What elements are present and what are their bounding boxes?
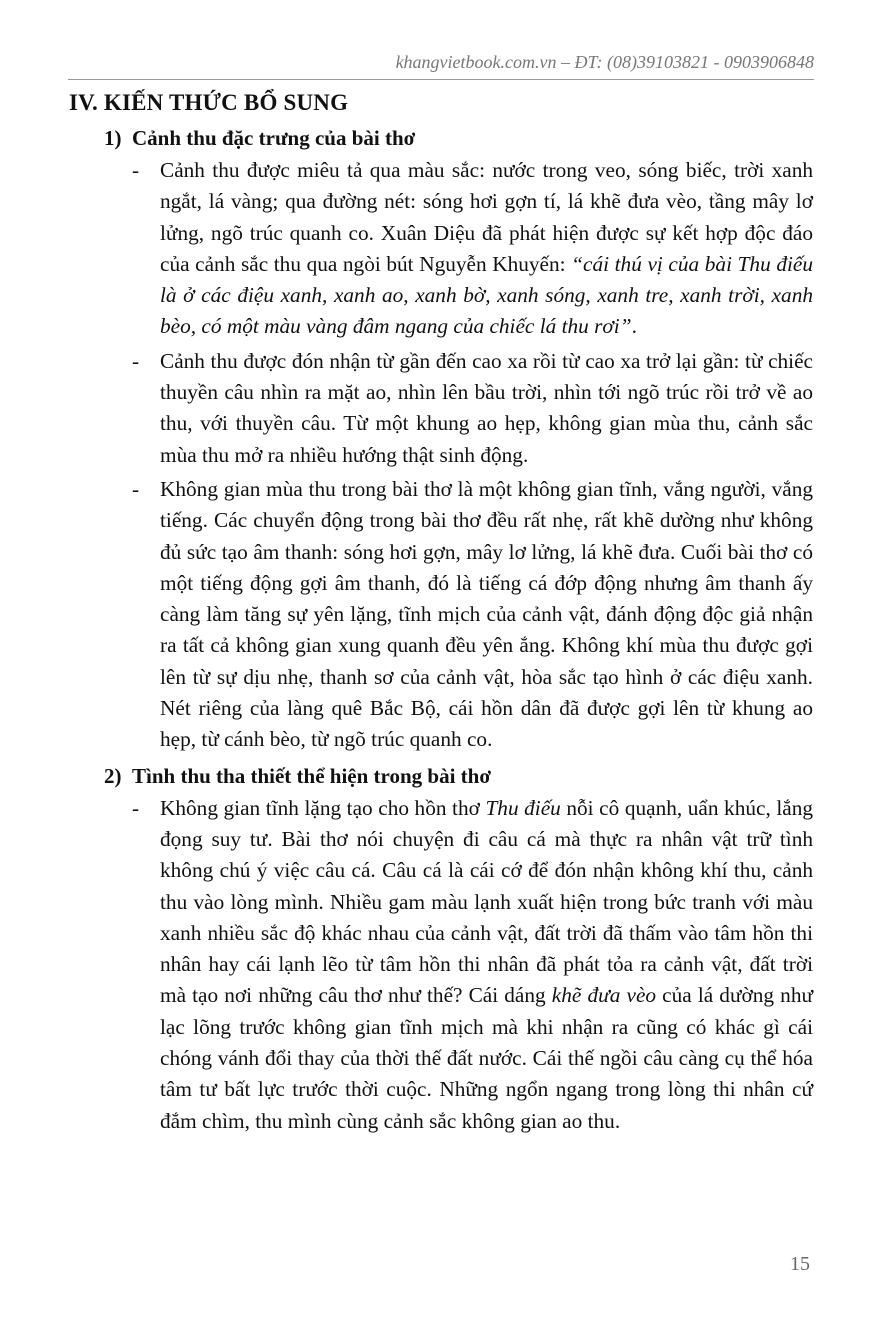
text-segment: Cảnh thu được đón nhận từ gần đến cao xa rồi từ cao xa trở lại gần: từ chiếc thuyền câu nhìn ra mặt ao, nhìn lên bầu trời, nhìn tới ngõ trúc rồi trở về ao thu, với thuyền câu. Từ một khung ao hẹp, không gian mùa thu, cảnh sắc mùa thu mở ra nhiều hướng thật sinh động. <box>160 348 813 467</box>
bullet-paragraph <box>132 346 813 471</box>
subsection-title: Tình thu tha thiết thể hiện trong bài thơ <box>132 763 491 788</box>
text-segment: của lá dường như lạc lõng trước không gian tĩnh mịch mà khi nhận ra cũng có khác gì cái chóng vánh đổi thay của thời thế đất nước. Cái thế ngồi câu càng cụ thể hóa tâm tư bất lực trước thời cuộc. Những ngổn ngang trong lòng thi nhân cứ đắm chìm, thu mình cùng cảnh sắc không gian ao thu. <box>160 983 814 1133</box>
bullet-dash: - <box>132 158 140 182</box>
subsection-heading-1 <box>104 122 886 155</box>
title-italic: Thu điếu <box>485 795 561 820</box>
bullet-paragraph <box>132 793 814 1137</box>
phrase-italic: khẽ đưa vèo <box>551 983 657 1008</box>
bullet-paragraph <box>132 474 813 756</box>
section-title: IV. KIẾN THỨC BỔ SUNG <box>69 90 349 115</box>
text-segment: Cảnh thu được miêu tả qua màu sắc: nước trong veo, sóng biếc, trời xanh ngắt, lá vàng; qua đường nét: sóng hơi gợn tí, lá khẽ đưa vèo, tầng mây lơ lửng, ngõ trúc quanh co. Xuân Diệu đã phát hiện được sự kết hợp độc đáo của cảnh sắc thu qua ngòi bút Nguyễn Khuyến: <box>160 158 813 276</box>
bullet-dash: - <box>132 348 140 373</box>
page-number: 15 <box>790 1253 810 1275</box>
bullet-paragraph <box>132 155 813 343</box>
bullet-dash: - <box>132 795 140 820</box>
text-segment: Không gian tĩnh lặng tạo cho hồn thơ <box>160 795 486 820</box>
page-content <box>0 122 886 1140</box>
quote-italic: “cái thú vị của bài Thu điếu là ở các điệu xanh, xanh ao, xanh bờ, xanh sóng, xanh tre, xanh trời, xanh bèo, có một màu vàng đâm ngang của chiếc lá thu rơi” <box>160 251 813 339</box>
subsection-title: Cảnh thu đặc trưng của bài thơ <box>132 126 416 150</box>
subsection-heading-2 <box>104 760 886 793</box>
subsection-number: 1) <box>104 126 122 150</box>
text-segment: Không gian mùa thu trong bài thơ là một không gian tĩnh, vắng người, vắng tiếng. Các chuyển động trong bài thơ đều rất nhẹ, rất khẽ dường như không đủ sức tạo âm thanh: sóng hơi gợn, mây lơ lửng, lá khẽ đưa. Cuối bài thơ có một tiếng động gợi âm thanh, đó là tiếng cá đớp động nhưng âm thanh ấy càng làm tăng sự yên lặng, tĩnh mịch của cảnh vật, đánh động độc giả nhận ra tất cả không gian xung quanh đều yên ắng. Không khí mùa thu được gợi lên từ sự dịu nhẹ, thanh sơ của cảnh vật, hòa sắc tạo hình ở các điệu xanh. Nét riêng của làng quê Bắc Bộ, cái hồn dân đã được gợi lên từ khung ao hẹp, từ cánh bèo, từ ngõ trúc quanh co. <box>160 476 813 752</box>
subsection-number: 2) <box>104 763 122 788</box>
text-segment: . <box>631 314 637 339</box>
bullet-dash: - <box>132 476 140 501</box>
text-segment: nỗi cô quạnh, uẩn khúc, lắng đọng suy tư. Bài thơ nói chuyện đi câu cá mà thực ra nhân vật trữ tình không chú ý việc câu cá. Câu cá là cái cớ để đón nhận không khí thu, cảnh thu vào lòng mình. Nhiều gam màu lạnh xuất hiện trong bức tranh với màu xanh nhiều sắc độ khác nhau của cảnh vật, đất trời đã thấm vào tâm hồn thi nhân hay cái lạnh lẽo từ tâm hồn thi nhân đã phát tỏa ra cảnh vật, đất trời mà tạo nơi những câu thơ như thế? Cái dáng <box>160 795 813 1008</box>
page-header: khangvietbook.com.vn – ĐT: (08)39103821 - 0903906848 <box>395 52 814 72</box>
header-rule <box>68 79 814 80</box>
